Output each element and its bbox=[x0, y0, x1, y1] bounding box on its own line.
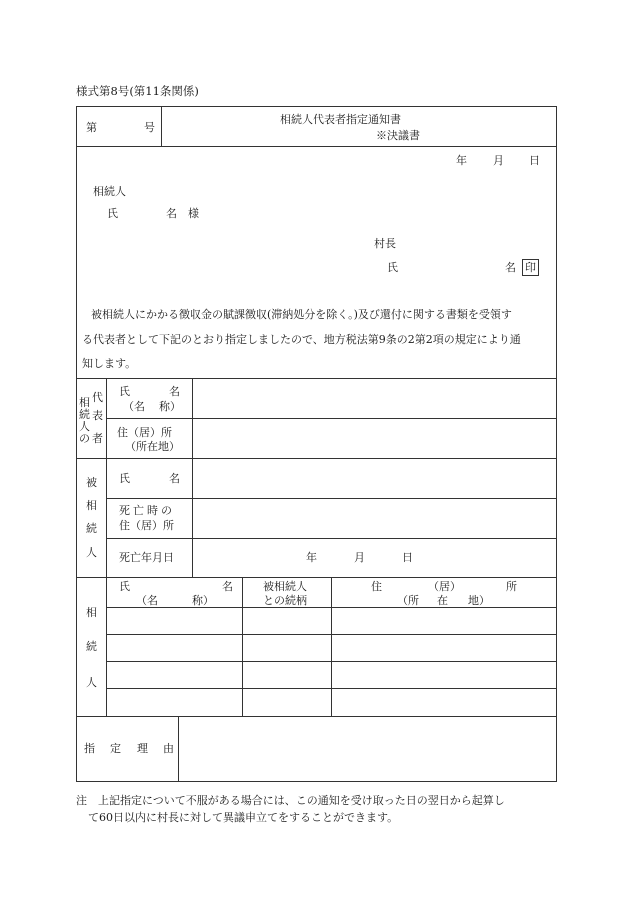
heirs-col-name-2: 名 bbox=[222, 580, 233, 593]
addressee-honorific: 様 bbox=[188, 207, 199, 220]
death-date-label: 死亡年月日 bbox=[119, 551, 174, 564]
date-month: 月 bbox=[493, 154, 504, 167]
rep-name-sub-2: 称） bbox=[159, 400, 181, 413]
death-address-line1: 死亡時の bbox=[119, 504, 175, 517]
date-day: 日 bbox=[529, 154, 540, 167]
decedent-name-char-1: 氏 bbox=[119, 472, 130, 485]
rep-label-3: 人 bbox=[79, 420, 90, 433]
heir-label: 相続人 bbox=[93, 185, 126, 198]
rep-label-2: 続 bbox=[79, 408, 90, 421]
rep-name-char-1: 氏 bbox=[119, 385, 130, 398]
rep-address-sub: （所在地） bbox=[125, 440, 180, 453]
heirs-col-address-1: 住 bbox=[371, 580, 382, 593]
rep-label-4: 代 bbox=[92, 391, 103, 404]
seal-mark: 印 bbox=[522, 259, 539, 276]
heirs-col-address-sub-1: （所 bbox=[397, 594, 419, 607]
rep-name-char-2: 名 bbox=[169, 385, 180, 398]
death-date-month: 月 bbox=[354, 551, 365, 564]
reason-char-1: 指 bbox=[84, 742, 95, 755]
heirs-col-relation-1: 被相続人 bbox=[263, 580, 307, 593]
number-suffix: 号 bbox=[144, 121, 155, 134]
note-line-2: て60日以内に村長に対して異議申立てをすることができます。 bbox=[88, 811, 399, 824]
number-prefix: 第 bbox=[86, 121, 97, 134]
sender-name-char-1: 氏 bbox=[387, 261, 398, 274]
addressee-name-char-1: 氏 bbox=[107, 207, 118, 220]
reason-char-4: 由 bbox=[163, 742, 174, 755]
death-date-day: 日 bbox=[402, 551, 413, 564]
form-label: 様式第8号(第11条関係) bbox=[76, 84, 199, 98]
sender-title: 村長 bbox=[374, 237, 396, 250]
death-address-line2: 住（居）所 bbox=[119, 519, 174, 532]
rep-label-5: 表 bbox=[92, 409, 103, 422]
rep-label-7: 者 bbox=[92, 432, 103, 445]
rep-label-6: の bbox=[79, 432, 90, 445]
death-date-year: 年 bbox=[306, 551, 317, 564]
body-line-3: 知します。 bbox=[82, 357, 137, 370]
rep-address-label: 住（居）所 bbox=[117, 426, 172, 439]
heirs-col-address-sub-3: 地） bbox=[468, 594, 490, 607]
decedent-label-4: 人 bbox=[86, 546, 97, 559]
heirs-col-name-1: 氏 bbox=[119, 580, 130, 593]
body-line-1: 被相続人にかかる徴収金の賦課徴収(滞納処分を除く。)及び還付に関する書類を受領す bbox=[91, 308, 512, 321]
heirs-col-relation-2: との続柄 bbox=[263, 594, 307, 607]
rep-label-1: 相 bbox=[79, 396, 90, 409]
heirs-label-1: 相 bbox=[86, 606, 97, 619]
body-line-2: る代表者として下記のとおり指定しましたので、地方税法第9条の2第2項の規定により通 bbox=[82, 333, 521, 346]
heirs-label-2: 続 bbox=[86, 640, 97, 653]
heirs-col-name-sub-1: （名 bbox=[136, 594, 158, 607]
heirs-col-address-3: 所 bbox=[506, 580, 517, 593]
heirs-label-3: 人 bbox=[86, 676, 97, 689]
heirs-col-name-sub-2: 称） bbox=[192, 594, 214, 607]
reason-char-2: 定 bbox=[110, 742, 121, 755]
decedent-label-1: 被 bbox=[86, 476, 97, 489]
document-title: 相続人代表者指定通知書 bbox=[280, 113, 401, 126]
heirs-col-address-2: （居） bbox=[428, 580, 461, 593]
heirs-col-address-sub-2: 在 bbox=[437, 594, 448, 607]
rep-name-sub-1: （名 bbox=[123, 400, 145, 413]
document-subtitle: ※決議書 bbox=[376, 129, 420, 142]
addressee-name-char-2: 名 bbox=[166, 207, 177, 220]
note-line-1: 注 上記指定について不服がある場合には、この通知を受け取った日の翌日から起算し bbox=[76, 794, 505, 807]
date-year: 年 bbox=[456, 154, 467, 167]
sender-name-char-2: 名 bbox=[505, 261, 516, 274]
decedent-label-2: 相 bbox=[86, 499, 97, 512]
decedent-name-char-2: 名 bbox=[169, 472, 180, 485]
decedent-label-3: 続 bbox=[86, 522, 97, 535]
reason-char-3: 理 bbox=[137, 742, 148, 755]
